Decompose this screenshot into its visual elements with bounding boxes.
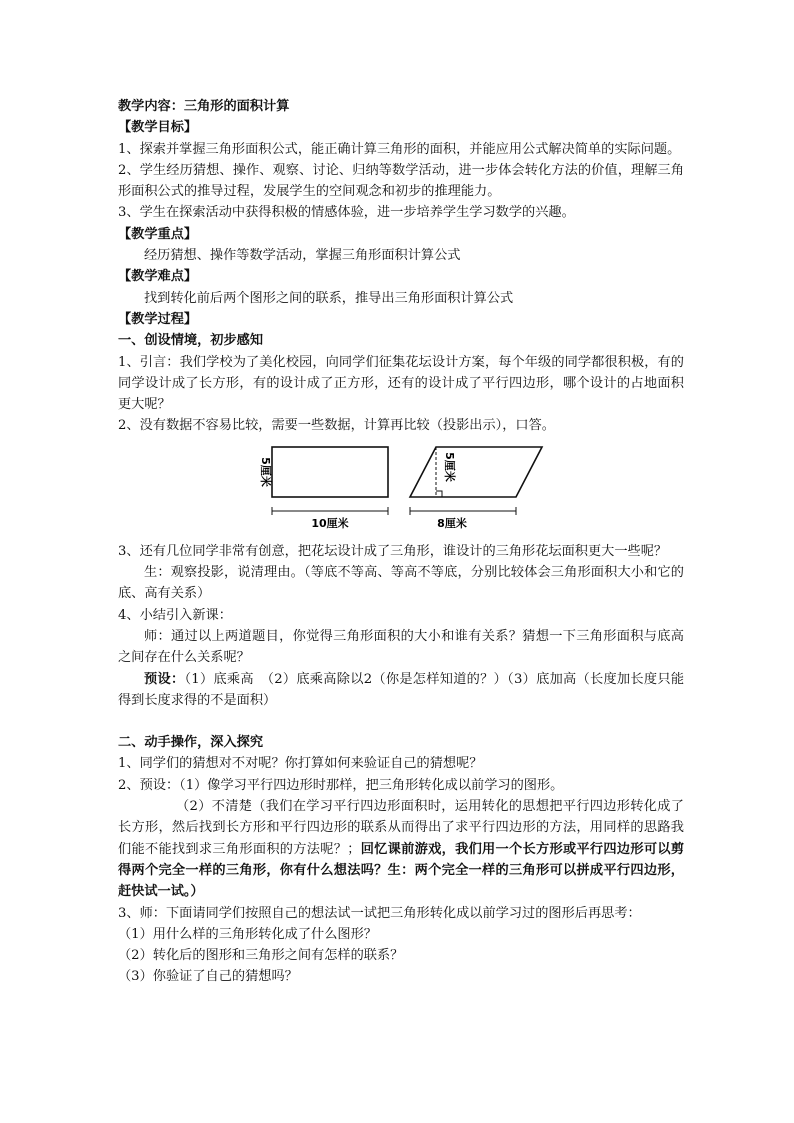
para-base-label: 8厘米 — [437, 516, 467, 530]
section1-para-1: 1、引言：我们学校为了美化校园，向同学们征集花坛设计方案，每个年级的同学都很积极，有的同学设计成了长方形，有的设计成了正方形，还有的设计成了平行四边形，哪个设计的占地面积更大呢？ — [118, 354, 684, 413]
preset2-label: 2、预设： — [118, 777, 180, 793]
goals-heading: 【教学目标】 — [118, 120, 198, 136]
rect-width-label: 10厘米 — [311, 516, 349, 530]
preset-label: 预设： — [144, 671, 185, 687]
section2-para-4: 3、师：下面请同学们按照自己的想法试一试把三角形转化成以前学习过的图形后再思考： — [118, 905, 641, 921]
parallelogram-figure — [406, 441, 556, 541]
blank-line — [118, 711, 684, 732]
section2-para-3-bold: 回忆课前游戏，我们用一个长方形或平行四边形可以剪得两个完全一样的三角形，你有什么想法吗？生：两个完全一样的三角形可以拼成平行四边形，赶快试一试。） — [118, 841, 685, 900]
figure-row — [118, 437, 684, 541]
section1-para-6: 师：通过以上两道题目，你觉得三角形面积的大小和谁有关系？猜想一下三角形面积与底高之间存在什么关系呢？ — [118, 628, 684, 666]
section1-para-7 — [118, 669, 684, 712]
process-heading: 【教学过程】 — [118, 311, 198, 327]
section2-para-3 — [118, 796, 684, 902]
rect-height-label: 5厘米 — [259, 456, 272, 487]
key-heading: 【教学重点】 — [118, 226, 198, 242]
goal-item-3: 3、学生在探索活动中获得积极的情感体验，进一步培养学生学习数学的兴趣。 — [118, 205, 575, 221]
section2-para-3-normal: （2）不清楚（我们在学习平行四边形面积时，运用转化的思想把平行四边形转化成了长方形，然后找到长方形和平行四边形的联系从而得出了求平行四边形的方法，用同样的思路我们能不能找到求三角形面积的方法呢？； — [118, 799, 684, 857]
question-2: （2）转化后的图形和三角形之间有怎样的联系？ — [118, 948, 404, 964]
difficulty-heading: 【教学难点】 — [118, 269, 198, 285]
section2-para-2 — [118, 775, 684, 796]
goal-item-1: 1、探索并掌握三角形面积公式，能正确计算三角形的面积，并能应用公式解决简单的实际问题。 — [118, 141, 681, 157]
section1-para-5: 4、小结引入新课： — [118, 607, 232, 623]
document-page — [118, 96, 684, 988]
key-text: 经历猜想、操作等数学活动，掌握三角形面积计算公式 — [144, 248, 461, 264]
section2-para-1: 1、同学们的猜想对不对呢？你打算如何来验证自己的猜想呢？ — [118, 756, 483, 772]
section1-para-2: 2、没有数据不容易比较，需要一些数据，计算再比较（投影出示），口答。 — [118, 418, 555, 434]
para-height-label: 5厘米 — [443, 451, 456, 482]
preset2-text: （1）像学习平行四边形时那样，把三角形转化成以前学习的图形。 — [179, 777, 564, 793]
preset-text: （1）底乘高 （2）底乘高除以2（你是怎样知道的？）（3）底加高（长度加长度只能得到长度求得的不是面积） — [118, 671, 685, 708]
rectangle-figure — [254, 441, 394, 541]
goal-item-2: 2、学生经历猜想、操作、观察、讨论、归纳等数学活动，进一步体会转化方法的价值，理解三角形面积公式的推导过程，发展学生的空间观念和初步的推理能力。 — [118, 162, 684, 200]
lesson-title: 教学内容：三角形的面积计算 — [118, 99, 290, 114]
difficulty-text: 找到转化前后两个图形之间的联系，推导出三角形面积计算公式 — [144, 290, 514, 306]
section1-title: 一、创设情境，初步感知 — [118, 333, 264, 349]
section1-para-3: 3、还有几位同学非常有创意，把花坛设计成了三角形，谁设计的三角形花坛面积更大一些呢？ — [118, 543, 668, 559]
section1-para-4: 生：观察投影，说清理由。（等底不等高、等高不等底，分别比较体会三角形面积大小和它的底、高有关系） — [118, 565, 684, 602]
question-1: （1）用什么样的三角形转化成了什么图形？ — [118, 926, 377, 942]
question-3: （3）你验证了自己的猜想吗？ — [118, 969, 298, 985]
section2-title: 二、动手操作，深入探究 — [118, 735, 264, 751]
